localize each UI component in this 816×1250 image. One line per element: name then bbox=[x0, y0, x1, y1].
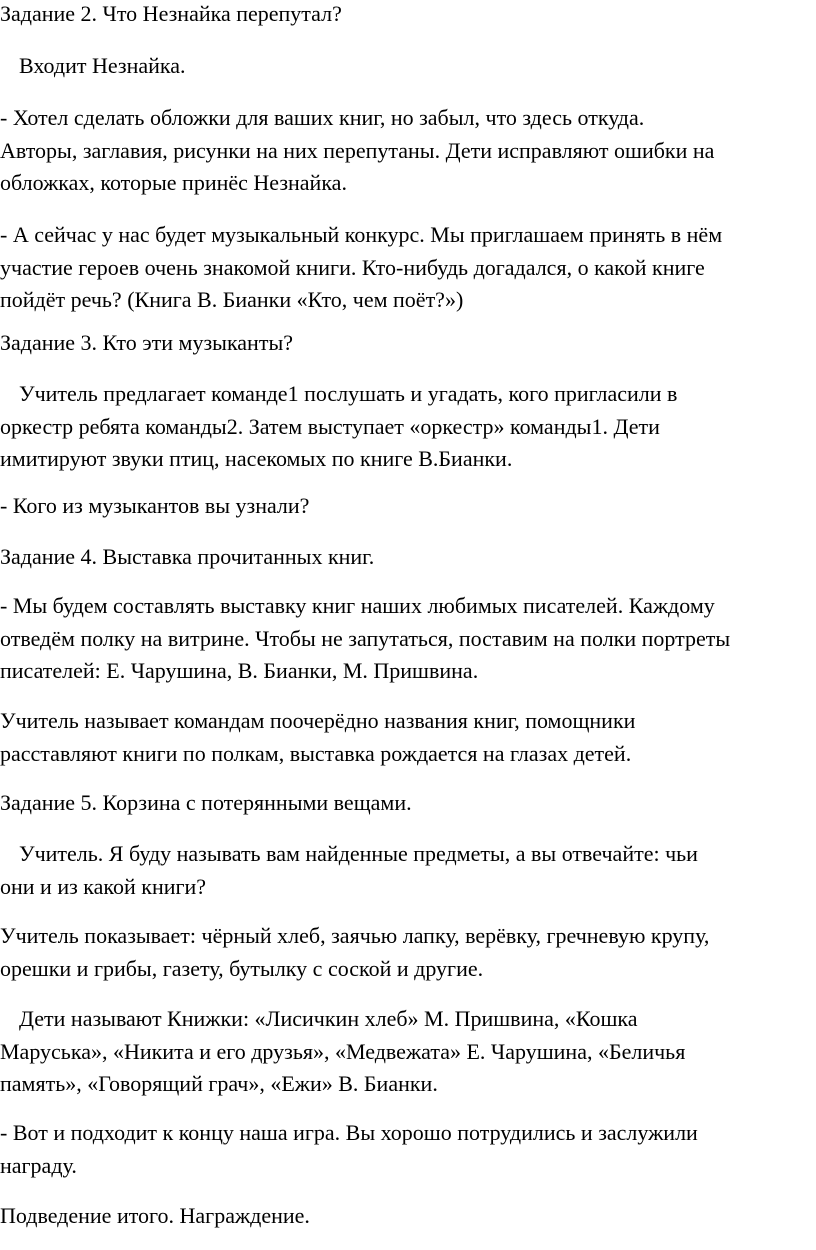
stage-direction-neznaika-enters bbox=[0, 50, 186, 83]
game-ending-paragraph bbox=[0, 1117, 698, 1182]
text-line: имитируют звуки птиц, насекомых по книге В.Бианки. bbox=[0, 446, 513, 471]
text-line: - Хотел сделать обложки для ваших книг, но забыл, что здесь откуда. bbox=[0, 105, 645, 130]
text-line: Учитель называет командам поочерёдно названия книг, помощники bbox=[0, 708, 636, 733]
book-exhibition-paragraph bbox=[0, 590, 730, 688]
task-2-heading bbox=[0, 0, 342, 31]
text-line: отведём полку на витрине. Чтобы не запутаться, поставим на полки портреты bbox=[0, 625, 731, 651]
text-line: Задание 3. Кто эти музыканты? bbox=[0, 330, 293, 355]
text-line: орешки и грибы, газету, бутылку с соской и другие. bbox=[0, 955, 484, 981]
text-line: Задание 4. Выставка прочитанных книг. bbox=[0, 544, 375, 569]
text-line: - Кого из музыкантов вы узнали? bbox=[0, 493, 310, 518]
children-name-books-paragraph bbox=[0, 1003, 685, 1101]
musicians-question bbox=[0, 490, 309, 523]
text-line: память», «Говорящий грач», «Ежи» В. Бианки. bbox=[0, 1071, 438, 1096]
text-line: - Мы будем составлять выставку книг наших любимых писателей. Каждому bbox=[0, 593, 715, 618]
text-line: Учитель предлагает команде1 послушать и угадать, кого пригласили в bbox=[19, 381, 678, 406]
text-line: они и из какой книги? bbox=[0, 873, 207, 899]
task-3-heading bbox=[0, 327, 293, 360]
text-line: Дети называют Книжки: «Лисичкин хлеб» М. Пришвина, «Кошка bbox=[19, 1006, 638, 1031]
text-line: награду. bbox=[0, 1152, 77, 1178]
task-5-heading bbox=[0, 787, 412, 820]
text-line: Маруська», «Никита и его друзья», «Медвежата» Е. Чарушина, «Беличья bbox=[0, 1038, 686, 1064]
text-line: Задание 5. Корзина с потерянными вещами. bbox=[0, 790, 412, 815]
text-line: Учитель показывает: чёрный хлеб, заячью лапку, верёвку, гречневую крупу, bbox=[0, 923, 710, 948]
teacher-shows-items-paragraph bbox=[0, 920, 709, 985]
task-4-heading bbox=[0, 541, 374, 574]
music-contest-paragraph bbox=[0, 219, 722, 317]
text-line: писателей: Е. Чарушина, В. Бианки, М. Пришвина. bbox=[0, 658, 479, 683]
text-line: Задание 2. Что Незнайка перепутал? bbox=[0, 1, 342, 26]
text-line: Авторы, заглавия, рисунки на них перепутаны. Дети исправляют ошибки на bbox=[0, 137, 715, 163]
text-line: Подведение итого. Награждение. bbox=[0, 1203, 310, 1228]
neznaika-covers-paragraph bbox=[0, 102, 714, 200]
text-line: расставляют книги по полкам, выставка рождается на глазах детей. bbox=[0, 740, 632, 766]
text-line: оркестр ребята команды2. Затем выступает «оркестр» команды1. Дети bbox=[0, 413, 660, 439]
orchestra-paragraph bbox=[0, 378, 677, 476]
text-line: - А сейчас у нас будет музыкальный конкурс. Мы приглашаем принять в нём bbox=[0, 222, 723, 247]
lost-items-question-paragraph bbox=[0, 838, 698, 903]
teacher-names-books-paragraph bbox=[0, 705, 635, 770]
text-line: участие героев очень знакомой книги. Кто-нибудь догадался, о какой книге bbox=[0, 254, 705, 280]
text-line: пойдёт речь? (Книга В. Бианки «Кто, чем поёт?») bbox=[0, 287, 464, 312]
text-line: Учитель. Я буду называть вам найденные предметы, а вы отвечайте: чьи bbox=[19, 841, 698, 866]
text-line: Входит Незнайка. bbox=[19, 53, 186, 78]
text-line: - Вот и подходит к концу наша игра. Вы хорошо потрудились и заслужили bbox=[0, 1120, 698, 1145]
text-line: обложках, которые принёс Незнайка. bbox=[0, 170, 347, 195]
summary-awards-line bbox=[0, 1200, 310, 1233]
